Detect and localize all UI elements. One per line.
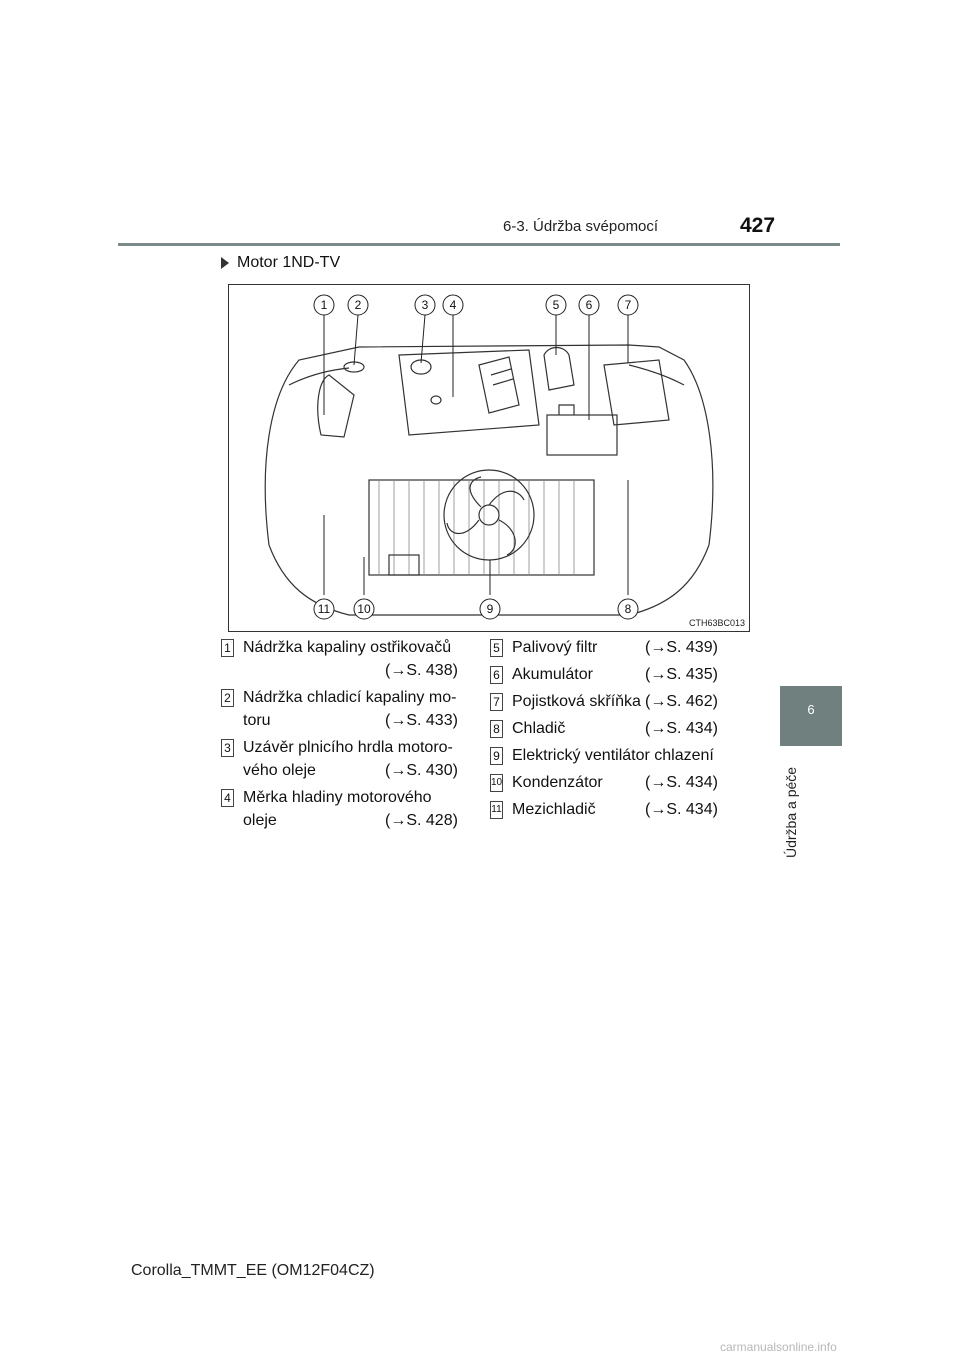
- legend-label: Pojistková skříňka: [512, 693, 641, 710]
- svg-text:2: 2: [354, 298, 362, 312]
- legend-item-7: [490, 690, 750, 714]
- legend-page-ref: (→S. 462): [645, 693, 718, 710]
- legend-item-4: [221, 786, 471, 832]
- section-subtitle: [221, 254, 340, 272]
- callout-10: [354, 599, 374, 619]
- washer-tank: [318, 375, 354, 437]
- svg-text:5: 5: [552, 298, 560, 312]
- page-number: 427: [740, 214, 776, 237]
- callout-1: [314, 295, 334, 315]
- callout-2: [348, 295, 368, 315]
- callout-7: [618, 295, 638, 315]
- legend-number: 2: [221, 689, 234, 707]
- header-section-title: 6-3. Údržba svépomocí: [503, 218, 659, 235]
- legend-number: 8: [490, 720, 503, 738]
- legend-label: Chladič: [512, 720, 566, 737]
- cooling-fan: [444, 470, 534, 560]
- svg-text:7: 7: [624, 298, 632, 312]
- legend-number: 3: [221, 739, 234, 757]
- legend-label: Měrka hladiny motorového: [243, 789, 432, 806]
- chapter-side-title: [783, 758, 805, 858]
- legend-item-5: [490, 636, 750, 660]
- footer-doc-id: Corolla_TMMT_EE (OM12F04CZ): [131, 1262, 375, 1279]
- subtitle-text: Motor 1ND-TV: [237, 254, 341, 271]
- svg-text:10: 10: [357, 602, 371, 616]
- svg-text:1: 1: [320, 298, 328, 312]
- legend-label: Akumulátor: [512, 666, 593, 683]
- legend-number: 9: [490, 747, 503, 765]
- legend-page-ref: (→S. 434): [645, 801, 718, 818]
- radiator-condenser: [369, 480, 594, 575]
- legend-label-cont: oleje: [243, 812, 277, 829]
- legend-number: 7: [490, 693, 503, 711]
- legend-page-ref: (→S. 435): [645, 666, 718, 683]
- svg-text:6: 6: [585, 298, 593, 312]
- legend-page-ref: (→S. 428): [385, 812, 458, 829]
- legend-number: 4: [221, 789, 234, 807]
- legend-item-6: [490, 663, 750, 687]
- figure-code: CTH63BC013: [688, 618, 745, 628]
- legend-number: 6: [490, 666, 503, 684]
- legend-number: 11: [490, 801, 503, 819]
- legend-label-cont: vého oleje: [243, 762, 316, 779]
- legend-label: Kondenzátor: [512, 774, 603, 791]
- chapter-tab-number: 6: [807, 702, 815, 717]
- legend-label-cont: toru: [243, 712, 271, 729]
- legend-label: Mezichladič: [512, 801, 596, 818]
- legend-page-ref: (→S. 438): [385, 662, 458, 679]
- legend-page-ref: (→S. 434): [645, 720, 718, 737]
- legend-item-2: [221, 686, 471, 732]
- legend-item-10: [490, 771, 750, 795]
- svg-text:8: 8: [624, 602, 632, 616]
- legend-label: Nádržka chladicí kapaliny mo-: [243, 689, 457, 706]
- battery: [547, 415, 617, 455]
- intercooler: [389, 555, 419, 575]
- callout-9: [480, 599, 500, 619]
- callout-6: [579, 295, 599, 315]
- legend-label: Palivový filtr: [512, 639, 598, 656]
- legend-label: Nádržka kapaliny ostřikovačů: [243, 639, 452, 656]
- legend-page-ref: (→S. 434): [645, 774, 718, 791]
- svg-text:4: 4: [449, 298, 457, 312]
- legend-page-ref: (→S. 439): [645, 639, 718, 656]
- legend-label: Elektrický ventilátor chlazení: [512, 747, 714, 764]
- legend-item-1: [221, 636, 471, 682]
- legend-number: 10: [490, 774, 503, 792]
- svg-text:9: 9: [486, 602, 494, 616]
- header-rule: [118, 243, 840, 246]
- callout-5: [546, 295, 566, 315]
- hood-outline: [265, 345, 713, 545]
- watermark: carmanualsonline.info: [720, 1340, 837, 1354]
- engine-bay-figure: [228, 284, 750, 632]
- triangle-bullet-icon: [221, 257, 229, 269]
- callout-11: [314, 599, 334, 619]
- svg-text:11: 11: [317, 602, 331, 616]
- legend-item-8: [490, 717, 750, 741]
- legend-page-ref: (→S. 430): [385, 762, 458, 779]
- legend-number: 5: [490, 639, 503, 657]
- engine-illustration: [229, 285, 749, 631]
- legend-page-ref: (→S. 433): [385, 712, 458, 729]
- legend-number: 1: [221, 639, 234, 657]
- chapter-side-title-text: Údržba a péče: [783, 766, 799, 858]
- svg-text:3: 3: [421, 298, 429, 312]
- legend-item-9: [490, 744, 750, 768]
- engine-cover: [399, 350, 539, 435]
- callout-8: [618, 599, 638, 619]
- fuel-filter: [544, 348, 574, 391]
- legend-label: Uzávěr plnicího hrdla motoro-: [243, 739, 453, 756]
- callout-3: [415, 295, 435, 315]
- callout-4: [443, 295, 463, 315]
- legend-item-3: [221, 736, 471, 782]
- legend-item-11: [490, 798, 750, 822]
